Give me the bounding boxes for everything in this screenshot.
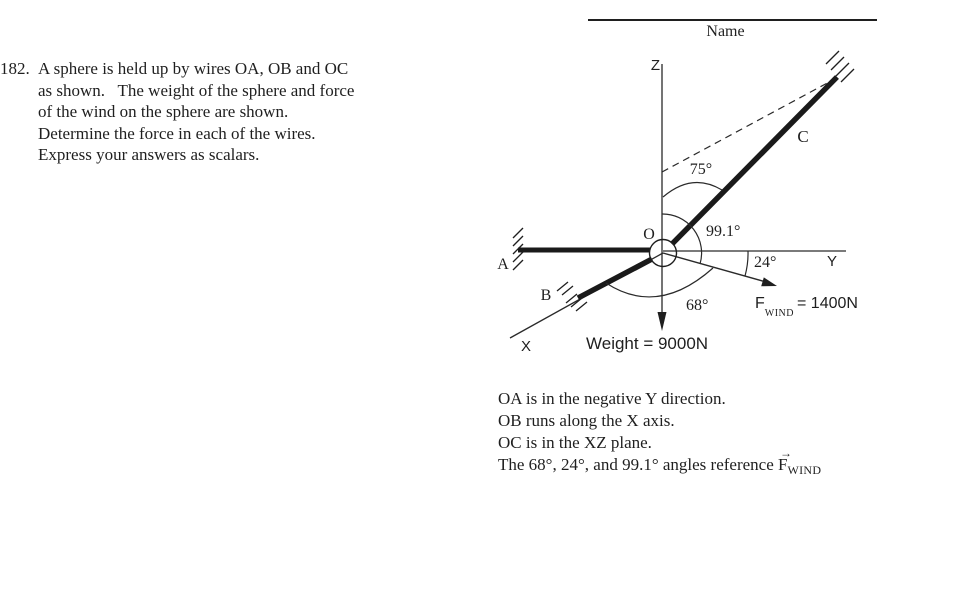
anchor-a-label: A: [497, 256, 509, 273]
reference-text: The 68°, 24°, and 99.1° angles reference: [498, 455, 779, 474]
force-symbol: F: [778, 455, 788, 474]
name-label: Name: [706, 23, 745, 40]
note-line: OB runs along the X axis.: [498, 411, 675, 430]
weight-value-label: Weight = 9000N: [586, 334, 709, 353]
angle-label-99: 99.1°: [706, 223, 741, 240]
angle-arc-75: [663, 182, 722, 197]
anchor-b-label: B: [540, 287, 552, 304]
vector-arrow-icon: →: [780, 446, 793, 460]
anchor-hatch-c: [826, 51, 854, 82]
angle-label-75: 75°: [689, 161, 713, 178]
wire-ob: [578, 259, 652, 298]
problem-line: Determine the force in each of the wires.: [38, 123, 316, 143]
note-line-reference: [498, 446, 822, 481]
wind-force-label: [755, 295, 858, 319]
problem-line: A sphere is held up by wires OA, OB and OC: [38, 59, 349, 78]
problem-line: Express your answers as scalars.: [38, 145, 260, 164]
z-axis-label: Z: [650, 57, 660, 74]
note-line: OA is in the negative Y direction.: [498, 389, 726, 408]
wind-force-arrowhead: [761, 277, 777, 286]
wind-force-line: [663, 253, 766, 282]
force-subscript: WIND: [787, 463, 822, 477]
origin-label: O: [643, 226, 655, 243]
wind-force-value: = 1400N: [797, 295, 858, 312]
problem-line: as shown. The weight of the sphere and force: [38, 80, 355, 100]
weight-arrowhead: [658, 312, 667, 331]
wind-force-symbol: F: [755, 295, 765, 312]
angle-arc-24: [745, 251, 748, 276]
problem-line: of the wind on the sphere are shown.: [38, 102, 289, 121]
x-axis-label: X: [520, 338, 532, 355]
anchor-c-label: C: [797, 127, 809, 146]
angle-label-24: 24°: [754, 254, 777, 271]
y-axis-label: Y: [826, 253, 838, 270]
force-vector-symbol: [778, 446, 793, 476]
note-line: OC is in the XZ plane.: [498, 433, 652, 452]
diagram-notes: [498, 388, 821, 481]
problem-number: 182.: [0, 59, 30, 78]
angle-label-68: 68°: [686, 297, 709, 314]
wind-force-subscript: WIND: [764, 308, 794, 319]
